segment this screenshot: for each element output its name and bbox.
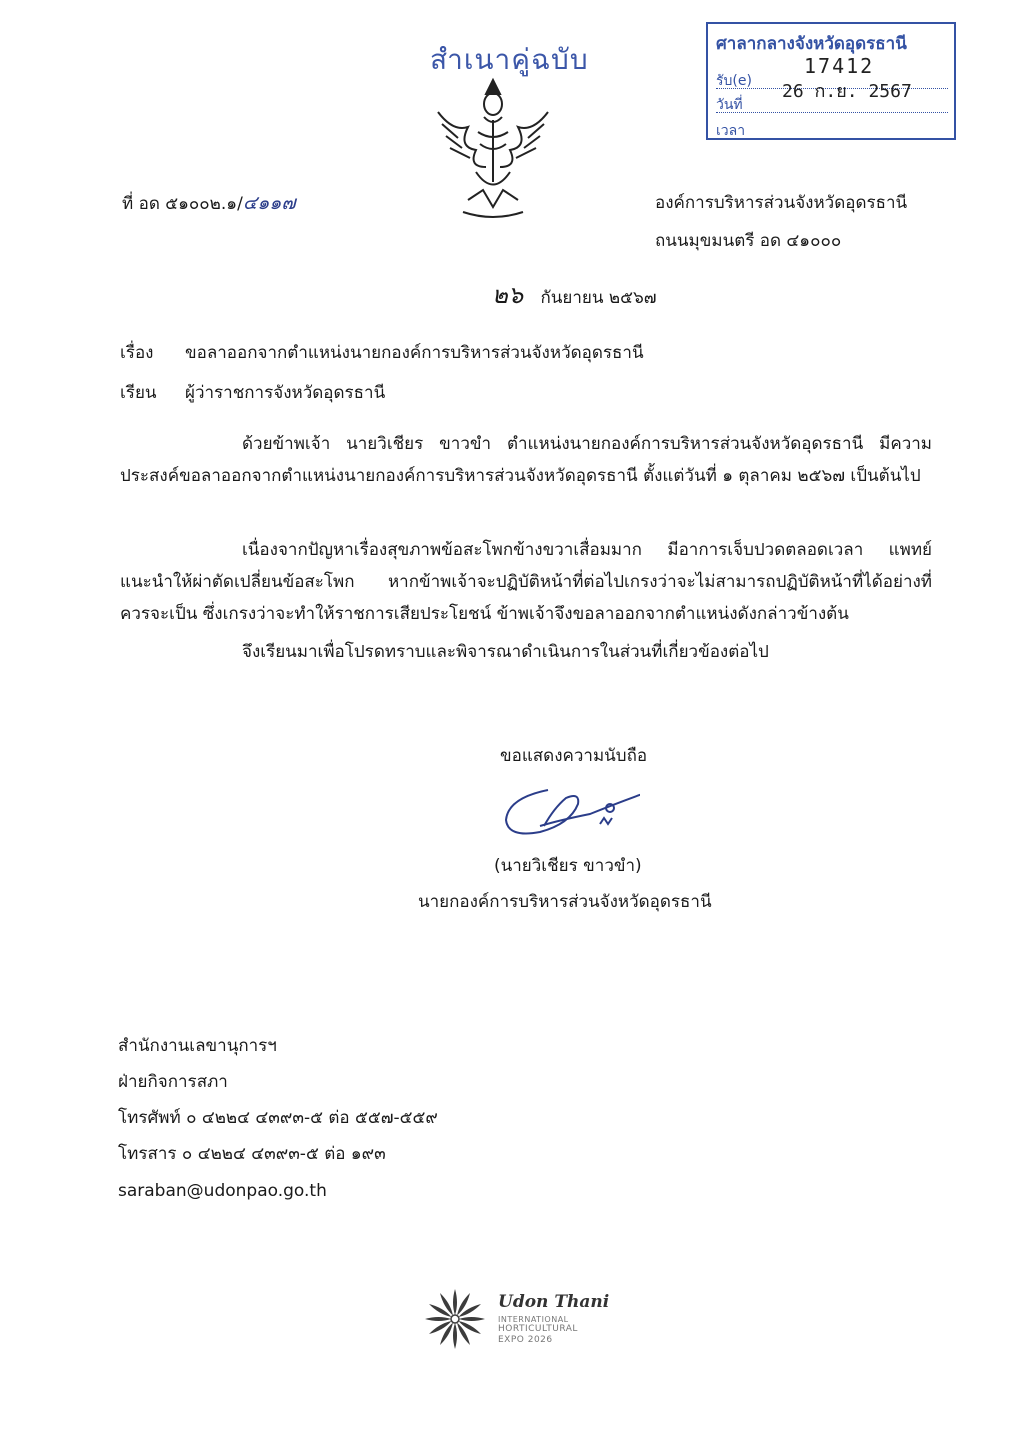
- org-address: ถนนมุขมนตรี อด ๔๑๐๐๐: [655, 231, 842, 251]
- expo-line-2: HORTICULTURAL: [498, 1324, 578, 1334]
- received-number: 17412: [804, 54, 875, 78]
- expo-line-3: EXPO 2026: [498, 1335, 553, 1345]
- time-label: เวลา: [716, 123, 746, 139]
- footer-email: saraban@udonpao.go.th: [118, 1181, 327, 1201]
- body-paragraph-1: ด้วยข้าพเจ้า นายวิเชียร ขาวขำ ตำแหน่งนายกองค์การบริหารส่วนจังหวัดอุดรธานี มีความประสงค์ขอลาออกจากตำแหน่งนายกองค์การบริหารส่วนจังหวัดอุดรธานี ตั้งแต่วันที่ ๑ ตุลาคม ๒๕๖๗ เป็นต้นไป: [120, 434, 932, 486]
- signature: [500, 768, 640, 848]
- expo-line-1: INTERNATIONAL: [498, 1315, 569, 1324]
- body-paragraph-3: จึงเรียนมาเพื่อโปรดทราบและพิจารณาดำเนินการในส่วนที่เกี่ยวข้องต่อไป: [242, 642, 769, 662]
- received-label: รับ(e): [716, 73, 752, 89]
- recipient-label: เรียน: [120, 383, 157, 403]
- expo-logo: [420, 1284, 615, 1364]
- reference-prefix: ที่ อด ๕๑๐๐๒.๑/: [122, 194, 243, 214]
- recipient-text: ผู้ว่าราชการจังหวัดอุดรธานี: [185, 383, 386, 403]
- expo-title: Udon Thani: [498, 1292, 610, 1312]
- signer-title: นายกองค์การบริหารส่วนจังหวัดอุดรธานี: [418, 892, 712, 912]
- org-name: องค์การบริหารส่วนจังหวัดอุดรธานี: [655, 193, 908, 213]
- date-label: วันที่: [716, 97, 743, 113]
- reference-handwritten: ๔๑๑๗: [242, 192, 296, 214]
- footer-division: ฝ่ายกิจการสภา: [118, 1072, 228, 1092]
- date-month-year: กันยายน ๒๕๖๗: [540, 288, 657, 308]
- receive-stamp-time-row: [716, 120, 948, 139]
- footer-fax: โทรสาร ๐ ๔๒๒๔ ๔๓๙๓-๕ ต่อ ๑๙๓: [118, 1144, 386, 1164]
- date-day-handwritten: ๒๖: [492, 281, 524, 309]
- receive-stamp: [706, 22, 956, 140]
- reference-number: [122, 192, 296, 215]
- received-date: 26 ก.ย. 2567: [782, 81, 912, 102]
- expo-flower-icon: [420, 1284, 490, 1354]
- subject-text: ขอลาออกจากตำแหน่งนายกองค์การบริหารส่วนจังหวัดอุดรธานี: [185, 343, 644, 363]
- body-paragraph-2: เนื่องจากปัญหาเรื่องสุขภาพข้อสะโพกข้างขวาเสื่อมมาก มีอาการเจ็บปวดตลอดเวลา แพทย์แนะนำให้ผ่าตัดเปลี่ยนข้อสะโพก หากข้าพเจ้าจะปฏิบัติหน้าที่ต่อไปเกรงว่าจะไม่สามารถปฏิบัติหน้าที่ได้อย่างที่ควรจะเป็น ซึ่งเกรงว่าจะทำให้ราชการเสียประโยชน์ ข้าพเจ้าจึงขอลาออกจากตำแหน่งดังกล่าวข้างต้น: [120, 540, 932, 624]
- letter-date: [492, 281, 657, 309]
- footer-office: สำนักงานเลขานุการฯ: [118, 1036, 277, 1056]
- receive-stamp-office: ศาลากลางจังหวัดอุดรธานี: [716, 34, 907, 54]
- signer-name: (นายวิเชียร ขาวขำ): [494, 856, 642, 876]
- subject-label: เรื่อง: [120, 343, 154, 363]
- closing-regards: ขอแสดงความนับถือ: [500, 746, 648, 766]
- copy-stamp: สำเนาคู่ฉบับ: [430, 43, 589, 76]
- footer-phone: โทรศัพท์ ๐ ๔๒๒๔ ๔๓๙๓-๕ ต่อ ๕๕๗-๕๕๙: [118, 1108, 438, 1128]
- garuda-emblem-icon: [428, 72, 558, 227]
